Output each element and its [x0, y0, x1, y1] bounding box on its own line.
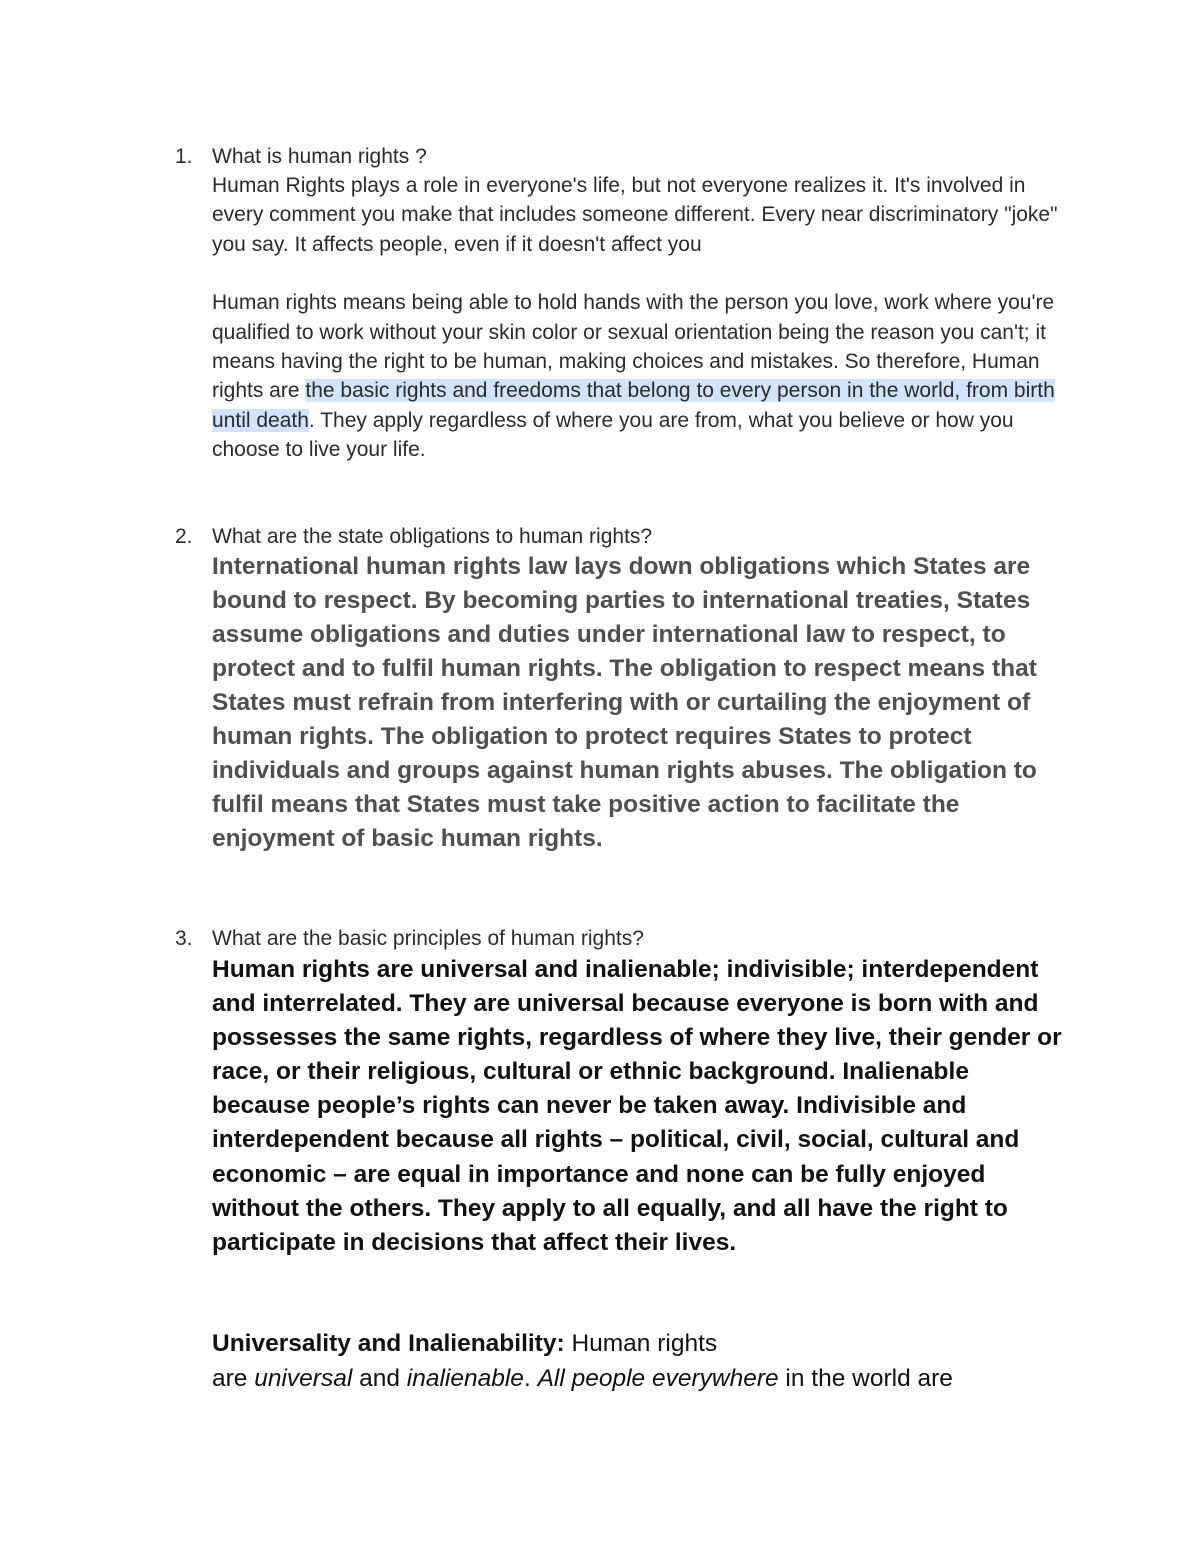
- principle-line-2: [212, 1362, 1062, 1397]
- question-text: What are the state obligations to human rights?: [212, 525, 653, 548]
- highlighted-text: the basic rights and freedoms that belong to every person in the world, from birth until death: [212, 379, 1055, 432]
- answer-2: [212, 550, 1062, 856]
- principle-text: in the world are: [778, 1364, 953, 1392]
- question-text: What are the basic principles of human rights?: [212, 927, 644, 950]
- principle-italic: inalienable: [406, 1364, 524, 1392]
- list-number: 3.: [175, 927, 193, 950]
- principle-line-1: [212, 1327, 1062, 1362]
- answer-paragraph: [212, 288, 1072, 464]
- principle-text: are: [212, 1364, 255, 1392]
- answer-text: Human rights means being able to hold hands with the person you love, work where you're qualified to work without your skin color or sexual orientation being the reason you can't; it means having the right to be human, making choices and mistakes. So therefore, Human rights are: [212, 291, 1055, 403]
- principle-heading: Universality and Inalienability:: [212, 1330, 565, 1357]
- list-number: 1.: [175, 145, 193, 168]
- principle-italic: universal: [254, 1364, 353, 1392]
- answer-text: . They apply regardless of where you are from, what you believe or how you choose to live your life.: [212, 408, 1014, 462]
- answer-3: [212, 953, 1062, 1260]
- question-text: What is human rights ?: [212, 145, 427, 168]
- principle-section: [212, 1327, 1062, 1396]
- answer-paragraph: Human rights are universal and inalienable; indivisible; interdependent and interrelated. They are universal because everyone is born with and possesses the same rights, regardless of where they live, their gender or race, or their religious, cultural or ethnic background. Inalienable because people’s rights can never be taken away. Indivisible and interdependent because all rights – political, civil, social, cultural and economic – are equal in importance and none can be fully enjoyed without the others. They apply to all equally, and all have the right to participate in decisions that affect their lives.: [212, 956, 1062, 1256]
- principle-italic: All people everywhere: [537, 1364, 779, 1392]
- answer-1: [212, 171, 1072, 465]
- principle-text: and: [352, 1364, 407, 1392]
- answer-paragraph: International human rights law lays down obligations which States are bound to respect. By becoming parties to international treaties, States assume obligations and duties under international law to respect, to protect and to fulfil human rights. The obligation to respect means that States must refrain from interfering with or curtailing the enjoyment of human rights. The obligation to protect requires States to protect individuals and groups against human rights abuses. The obligation to fulfil means that States must take positive action to facilitate the enjoyment of basic human rights.: [212, 553, 1037, 852]
- list-number: 2.: [175, 525, 193, 548]
- principle-text: .: [523, 1364, 538, 1392]
- answer-paragraph: Human Rights plays a role in everyone's life, but not everyone realizes it. It's involved in every comment you make that includes someone different. Every near discriminatory "joke" you say. It affects people, even if it doesn't affect you: [212, 174, 1058, 256]
- principle-text: Human rights: [564, 1330, 718, 1357]
